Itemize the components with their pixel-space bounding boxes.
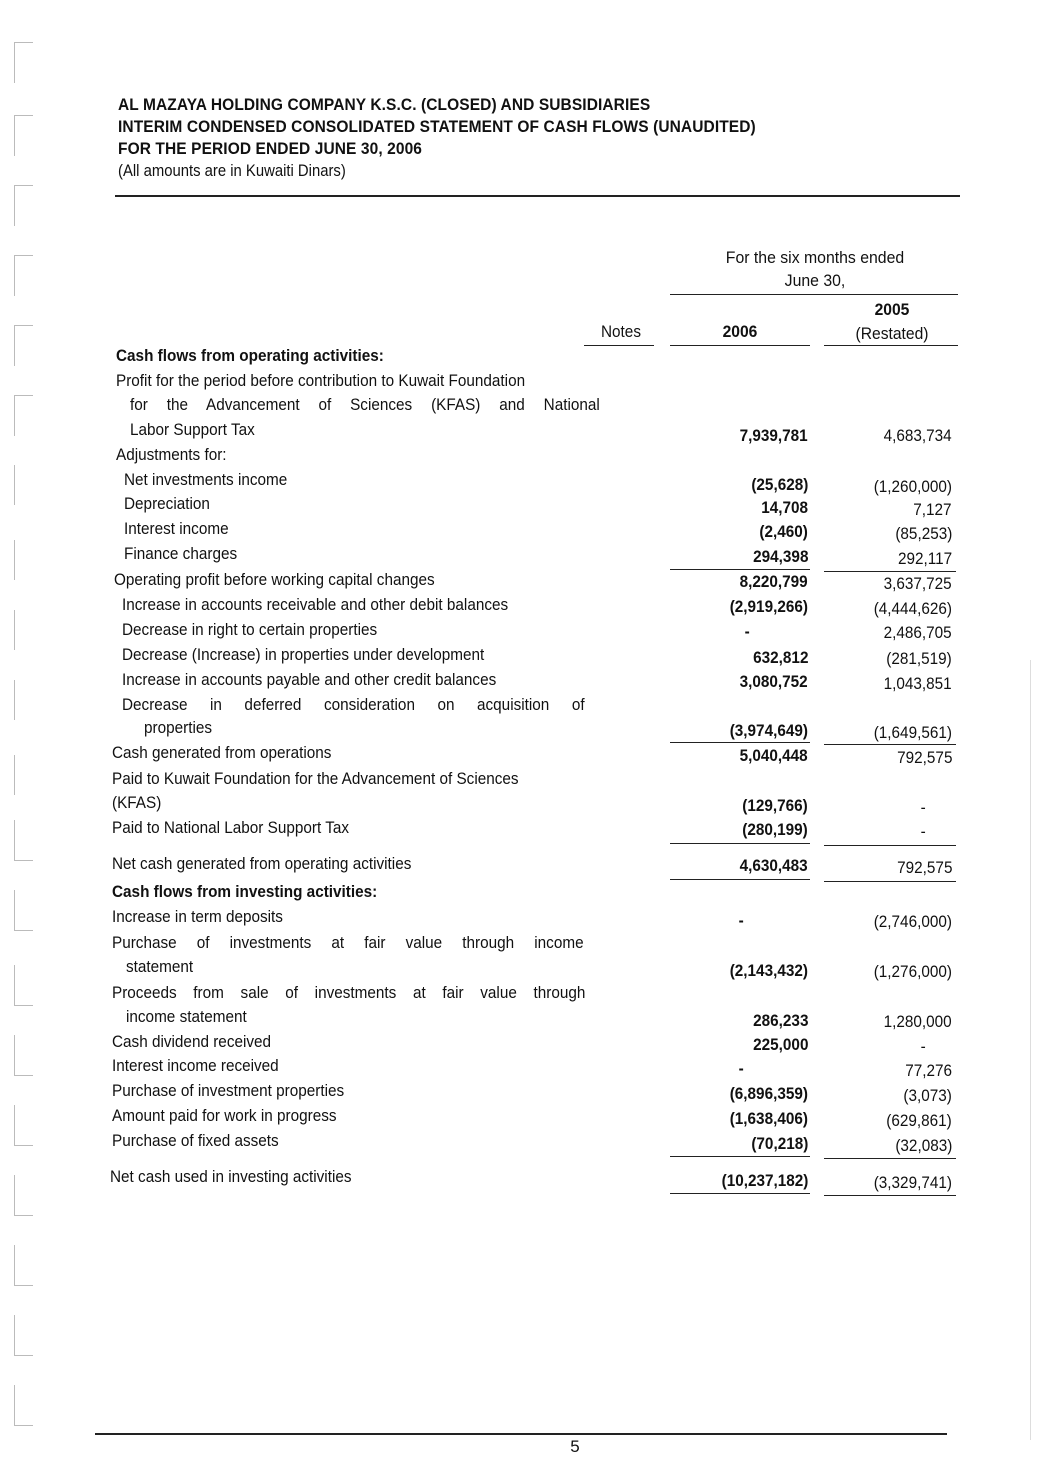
paid-nlst-2005: - [920,822,926,841]
cash-generated-2006: 5,040,448 [739,746,808,765]
binding-mark [14,1175,33,1216]
decrease-properties-dev-2005: (281,519) [886,649,952,668]
fixed-assets-2006: (70,218) [751,1134,808,1153]
purchase-investments-2006: (2,143,432) [729,961,808,980]
binding-mark [14,820,33,861]
finance-charges-2006: 294,398 [752,547,808,566]
interest-received-label: Interest income received [112,1056,279,1075]
subtotal-rule-2006 [670,843,810,844]
net-cash-investing-2005: (3,329,741) [873,1173,952,1192]
binding-mark [14,1315,33,1356]
decrease-properties-dev-label: Decrease (Increase) in properties under development [122,645,485,664]
subtotal-rule-2006 [670,742,810,743]
decrease-deferred-label-line-2: properties [144,718,213,737]
proceeds-sale-label-line-2: income statement [126,1007,247,1026]
profit-2006: 7,939,781 [739,426,808,445]
binding-mark [14,395,33,436]
year-2005-underline [824,345,958,346]
paid-nlst-label: Paid to National Labor Support Tax [112,818,350,837]
header-divider [115,195,960,197]
binding-mark [14,185,33,226]
paid-kfas-label-line-2: (KFAS) [112,793,162,812]
binding-mark [14,1385,33,1426]
term-deposits-2006: - [738,911,744,930]
decrease-right-properties-2005: 2,486,705 [883,623,952,642]
subtotal-rule-2005 [824,845,956,846]
binding-mark [14,255,33,296]
total-rule-2006 [670,1193,810,1194]
year-2006-underline [670,345,810,346]
work-in-progress-label: Amount paid for work in progress [112,1106,337,1125]
operating-profit-2006: 8,220,799 [739,572,808,591]
proceeds-sale-2006: 286,233 [752,1011,808,1030]
proceeds-sale-2005: 1,280,000 [883,1012,952,1031]
net-investments-income-2005: (1,260,000) [873,477,952,496]
decrease-deferred-2006: (3,974,649) [729,721,808,740]
proceeds-sale-label-line-1: Proceeds from sale of investments at fair value through [112,983,586,1002]
period-underline [670,294,958,295]
page-edge-mark [1030,660,1031,1440]
purchase-inv-properties-2006: (6,896,359) [729,1084,808,1103]
binding-mark [14,42,33,83]
purchase-investments-label-line-1: Purchase of investments at fair value through income [112,933,584,952]
total-rule-2005 [824,881,956,882]
cash-dividend-label: Cash dividend received [112,1032,272,1051]
increase-receivable-2006: (2,919,266) [729,597,808,616]
binding-mark [14,325,33,366]
operating-heading: Cash flows from operating activities: [116,346,384,365]
period-heading [682,246,948,292]
depreciation-label: Depreciation [124,494,210,513]
binding-mark [14,1105,33,1146]
increase-payable-2005: 1,043,851 [883,674,952,693]
cash-generated-2005: 792,575 [896,748,952,767]
statement-header [118,94,958,182]
purchase-investments-2005: (1,276,000) [873,962,952,981]
binding-mark [14,115,33,156]
depreciation-2006: 14,708 [761,498,808,517]
notes-header-underline [584,345,654,346]
profit-label-line-2: for the Advancement of Sciences (KFAS) and National [130,395,600,414]
term-deposits-label: Increase in term deposits [112,907,283,926]
interest-received-2006: - [738,1059,744,1078]
footer-divider [95,1433,947,1435]
interest-income-label: Interest income [124,519,229,538]
interest-received-2005: 77,276 [905,1061,952,1080]
binding-mark [14,610,33,650]
increase-payable-2006: 3,080,752 [739,672,808,691]
total-rule-2006 [670,879,810,880]
notes-column-header: Notes [601,322,641,341]
binding-mark [14,890,33,931]
decrease-deferred-label-line-1: Decrease in deferred consideration on acquisition of [122,695,585,714]
subtotal-rule-2005 [824,1158,956,1159]
period-line-2: June 30, [784,271,846,290]
cash-dividend-2006: 225,000 [752,1035,808,1054]
increase-receivable-2005: (4,444,626) [873,599,952,618]
total-rule-2005 [824,1195,956,1196]
currency-note: (All amounts are in Kuwaiti Dinars) [118,162,346,180]
cash-generated-label: Cash generated from operations [112,743,332,762]
binding-mark [14,465,33,505]
net-cash-investing-2006: (10,237,182) [721,1171,808,1190]
statement-title: INTERIM CONDENSED CONSOLIDATED STATEMENT OF CASH FLOWS (UNAUDITED) [118,118,756,136]
binding-mark [14,1245,33,1286]
binding-mark [14,1035,33,1076]
decrease-right-properties-label: Decrease in right to certain properties [122,620,378,639]
net-cash-operating-2005: 792,575 [896,858,952,877]
cash-dividend-2005: - [920,1037,926,1056]
binding-mark [14,540,33,580]
net-investments-income-label: Net investments income [124,470,288,489]
decrease-right-properties-2006: - [744,622,750,641]
paid-kfas-label-line-1: Paid to Kuwait Foundation for the Advancement of Sciences [112,769,519,788]
operating-profit-2005: 3,637,725 [883,574,952,593]
operating-profit-label: Operating profit before working capital changes [114,570,435,589]
page-number: 5 [570,1437,580,1456]
paid-nlst-2006: (280,199) [742,820,808,839]
increase-payable-label: Increase in accounts payable and other credit balances [122,670,497,689]
paid-kfas-2006: (129,766) [742,796,808,815]
net-investments-income-2006: (25,628) [751,475,808,494]
subtotal-rule-2005 [824,744,956,745]
period-title: FOR THE PERIOD ENDED JUNE 30, 2006 [118,140,423,158]
profit-label-line-3: Labor Support Tax [130,420,255,439]
investing-heading: Cash flows from investing activities: [112,882,378,901]
year-2006-header: 2006 [722,322,758,341]
work-in-progress-2005: (629,861) [886,1111,952,1130]
interest-income-2006: (2,460) [759,522,808,541]
term-deposits-2005: (2,746,000) [873,912,952,931]
depreciation-2005: 7,127 [913,500,952,519]
purchase-inv-properties-label: Purchase of investment properties [112,1081,345,1100]
binding-mark [14,680,33,720]
binding-mark [14,965,33,1006]
year-2005-label: 2005 [874,300,910,319]
fixed-assets-2005: (32,083) [895,1136,952,1155]
profit-label-line-1: Profit for the period before contribution to Kuwait Foundation [116,371,526,390]
period-line-1: For the six months ended [725,248,905,267]
decrease-deferred-2005: (1,649,561) [873,723,952,742]
work-in-progress-2006: (1,638,406) [729,1109,808,1128]
interest-income-2005: (85,253) [895,524,952,543]
company-name: AL MAZAYA HOLDING COMPANY K.S.C. (CLOSED) AND SUBSIDIARIES [118,96,651,114]
finance-charges-label: Finance charges [124,544,238,563]
restated-label: (Restated) [855,324,929,343]
year-2005-header [831,298,952,346]
fixed-assets-label: Purchase of fixed assets [112,1131,279,1150]
finance-charges-2005: 292,117 [897,549,952,568]
net-cash-investing-label: Net cash used in investing activities [110,1167,352,1186]
profit-2005: 4,683,734 [883,426,952,445]
purchase-investments-label-line-2: statement [126,957,194,976]
adjustments-label: Adjustments for: [116,445,227,464]
increase-receivable-label: Increase in accounts receivable and other debit balances [122,595,509,614]
binding-mark [14,755,33,795]
net-cash-operating-label: Net cash generated from operating activities [112,854,412,873]
paid-kfas-2005: - [920,798,926,817]
subtotal-rule-2006 [670,1156,810,1157]
net-cash-operating-2006: 4,630,483 [739,856,808,875]
purchase-inv-properties-2005: (3,073) [903,1086,952,1105]
decrease-properties-dev-2006: 632,812 [752,648,808,667]
